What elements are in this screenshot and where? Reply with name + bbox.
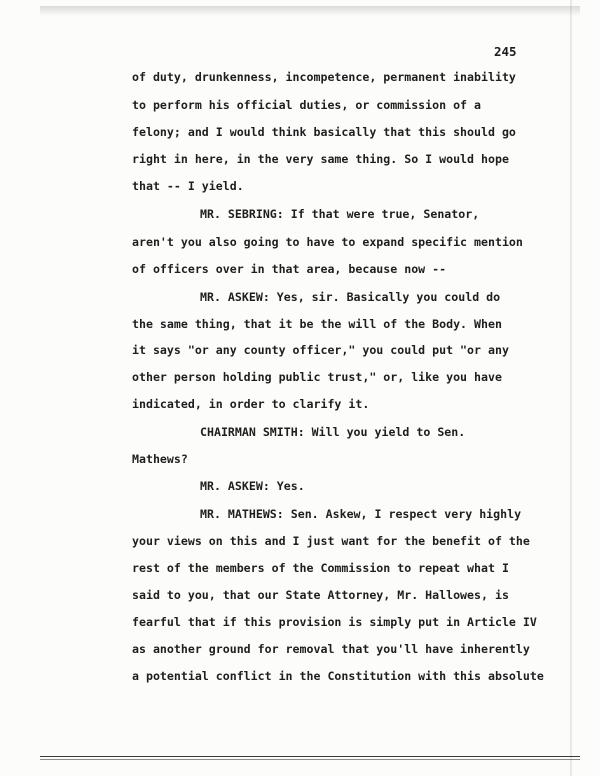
transcript-line: of duty, drunkenness, incompetence, permanent inability [132, 70, 516, 84]
transcript-line: rest of the members of the Commission to repeat what I [132, 561, 509, 575]
transcript-line: MR. ASKEW: Yes. [200, 479, 305, 493]
scan-margin-mark [570, 0, 572, 776]
bottom-rule-secondary [40, 759, 580, 760]
transcript-line: Mathews? [132, 452, 188, 466]
transcript-line: as another ground for removal that you'll have inherently [132, 642, 530, 656]
page-number: 245 [494, 44, 517, 59]
transcript-line: it says "or any county officer," you could put "or any [132, 343, 509, 357]
transcript-line: fearful that if this provision is simply put in Article IV [132, 615, 537, 629]
transcript-line: that -- I yield. [132, 179, 244, 193]
transcript-line: MR. SEBRING: If that were true, Senator, [200, 207, 480, 221]
transcript-line: right in here, in the very same thing. So I would hope [132, 152, 509, 166]
transcript-line: felony; and I would think basically that this should go [132, 125, 516, 139]
transcript-line: indicated, in order to clarify it. [132, 397, 370, 411]
transcript-line: said to you, that our State Attorney, Mr. Hallowes, is [132, 588, 509, 602]
transcript-line: the same thing, that it be the will of the Body. When [132, 317, 502, 331]
transcript-line: to perform his official duties, or commission of a [132, 98, 482, 112]
transcript-line: other person holding public trust," or, like you have [132, 370, 502, 384]
transcript-line: MR. ASKEW: Yes, sir. Basically you could do [200, 290, 501, 304]
scan-top-edge [40, 6, 580, 16]
bottom-rule [40, 756, 580, 757]
transcript-line: CHAIRMAN SMITH: Will you yield to Sen. [200, 425, 466, 439]
transcript-line: MR. MATHEWS: Sen. Askew, I respect very highly [200, 507, 522, 521]
transcript-line: a potential conflict in the Constitution with this absolute [132, 669, 544, 683]
transcript-line: of officers over in that area, because now -- [132, 262, 447, 276]
transcript-line: aren't you also going to have to expand specific mention [132, 235, 523, 249]
transcript-line: your views on this and I just want for the benefit of the [132, 534, 530, 548]
